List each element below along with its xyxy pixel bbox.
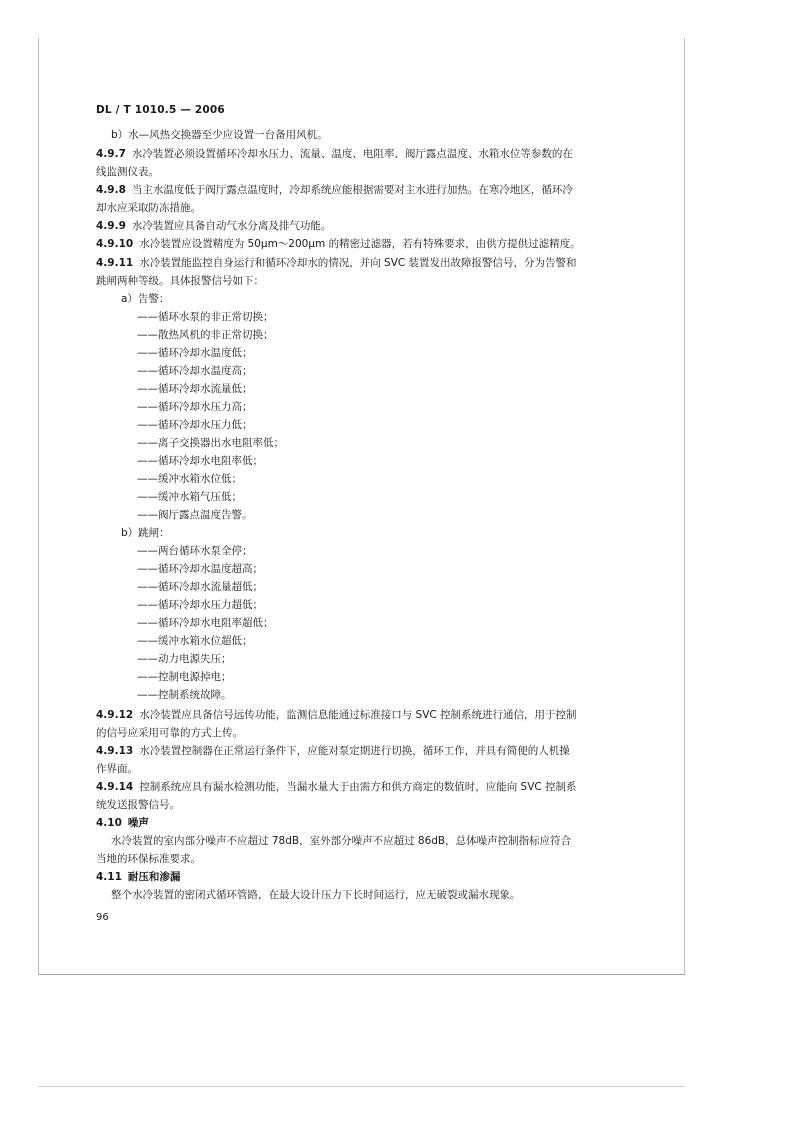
- standard-header: DL / T 1010.5 — 2006: [96, 104, 225, 116]
- alarm-item: ——循环冷却水流量低；: [137, 383, 253, 395]
- page-border-right: [684, 38, 685, 974]
- trip-item: ——循环冷却水电阻率超低；: [137, 617, 274, 629]
- alarm-item: ——缓冲水箱气压低；: [137, 491, 242, 503]
- alarm-item: ——散热风机的非正常切换；: [137, 329, 274, 341]
- section-4-11-text: 整个水冷装置的密闭式循环管路，在最大设计压力下长时间运行，应无破裂或漏水现象。: [111, 889, 521, 901]
- clause-number: 4.9.13: [96, 745, 134, 757]
- alarm-item: ——循环冷却水压力低；: [137, 419, 253, 431]
- section-number: 4.11: [96, 871, 122, 883]
- clause-number: 4.9.7: [96, 148, 126, 160]
- section-title: 耐压和渗漏: [127, 871, 181, 883]
- section-4-10-heading: [96, 816, 149, 830]
- clause-number: 4.9.9: [96, 220, 126, 232]
- clause-4-9-9: 4.9.9 水冷装置应具备自动气水分离及排气功能。: [96, 220, 332, 232]
- alarm-item: ——离子交换器出水电阻率低；: [137, 437, 284, 449]
- clause-4-9-12: 4.9.12 水冷装置应具备信号远传功能，监测信息能通过标准接口与 SVC 控制系统进行通信，用于控制: [96, 709, 577, 721]
- trip-item: ——缓冲水箱水位超低；: [137, 635, 253, 647]
- b-item: b）水—风热交换器至少应设置一台备用风机。: [111, 129, 328, 141]
- clause-4-9-13: 4.9.13 水冷装置控制器在正常运行条件下，应能对泵定期进行切换，循环工作，并具有简便的人机操: [96, 745, 570, 757]
- clause-4-9-8-cont: 却水应采取防冻措施。: [96, 202, 201, 214]
- clause-4-9-7: 4.9.7 水冷装置必须设置循环冷却水压力、流量、温度、电阻率、阀厅露点温度、水箱水位等参数的在: [96, 148, 573, 160]
- clause-4-9-7-cont: 线监测仪表。: [96, 166, 159, 178]
- clause-4-9-14: 4.9.14 控制系统应具有漏水检测功能，当漏水量大于由需方和供方商定的数值时，应能向 SVC 控制系: [96, 781, 577, 793]
- alarm-item: ——循环冷却水温度低；: [137, 347, 253, 359]
- trip-item: ——动力电源失压；: [137, 653, 232, 665]
- clause-number: 4.9.11: [96, 257, 134, 269]
- section-4-11-heading: [96, 870, 180, 884]
- alarm-item: ——循环冷却水压力高；: [137, 401, 253, 413]
- clause-number: 4.9.10: [96, 238, 134, 250]
- trip-item: ——循环冷却水压力超低；: [137, 599, 263, 611]
- clause-4-9-12-cont: 的信号应采用可靠的方式上传。: [96, 727, 243, 739]
- section-4-10-text: 水冷装置的室内部分噪声不应超过 78dB，室外部分噪声不应超过 86dB，总体噪声控制指标应符合: [111, 835, 572, 847]
- clause-4-9-11-cont: 跳闸两种等级。具体报警信号如下：: [96, 275, 264, 287]
- alarm-item: ——循环冷却水温度高；: [137, 365, 253, 377]
- clause-number: 4.9.12: [96, 709, 134, 721]
- clause-4-9-14-cont: 统发送报警信号。: [96, 799, 180, 811]
- page-border-bottom: [38, 974, 685, 975]
- alarm-item: ——阀厅露点温度告警。: [137, 509, 253, 521]
- clause-4-9-10: 4.9.10 水冷装置应设置精度为 50μm～200μm 的精密过滤器，若有特殊要求，由供方提供过滤精度。: [96, 238, 581, 250]
- trip-item: ——两台循环水泵全停；: [137, 545, 253, 557]
- alarm-item: ——循环水泵的非正常切换；: [137, 311, 274, 323]
- alarm-item: ——缓冲水箱水位低；: [137, 473, 242, 485]
- clause-number: 4.9.14: [96, 781, 134, 793]
- alarm-label: a）告警：: [121, 293, 170, 305]
- page-border-left: [38, 38, 39, 974]
- section-title: 噪声: [127, 817, 149, 829]
- clause-4-9-8: 4.9.8 当主水温度低于阀厅露点温度时，冷却系统应能根据需要对主水进行加热。在寒冷地区，循环冷: [96, 184, 573, 196]
- trip-item: ——循环冷却水流量超低；: [137, 581, 263, 593]
- trip-item: ——循环冷却水温度超高；: [137, 563, 263, 575]
- clause-4-9-13-cont: 作界面。: [96, 763, 138, 775]
- trip-item: ——控制电源掉电；: [137, 671, 232, 683]
- clause-number: 4.9.8: [96, 184, 126, 196]
- clause-4-9-11: 4.9.11 水冷装置能监控自身运行和循环冷却水的情况，并向 SVC 装置发出故障报警信号，分为告警和: [96, 257, 577, 269]
- alarm-item: ——循环冷却水电阻率低；: [137, 455, 263, 467]
- bottom-rule: [38, 1086, 685, 1087]
- trip-item: ——控制系统故障。: [137, 689, 232, 701]
- page-number: 96: [96, 912, 109, 923]
- trip-label: b）跳闸：: [121, 527, 170, 539]
- section-4-10-text-cont: 当地的环保标准要求。: [96, 853, 201, 865]
- section-number: 4.10: [96, 817, 122, 829]
